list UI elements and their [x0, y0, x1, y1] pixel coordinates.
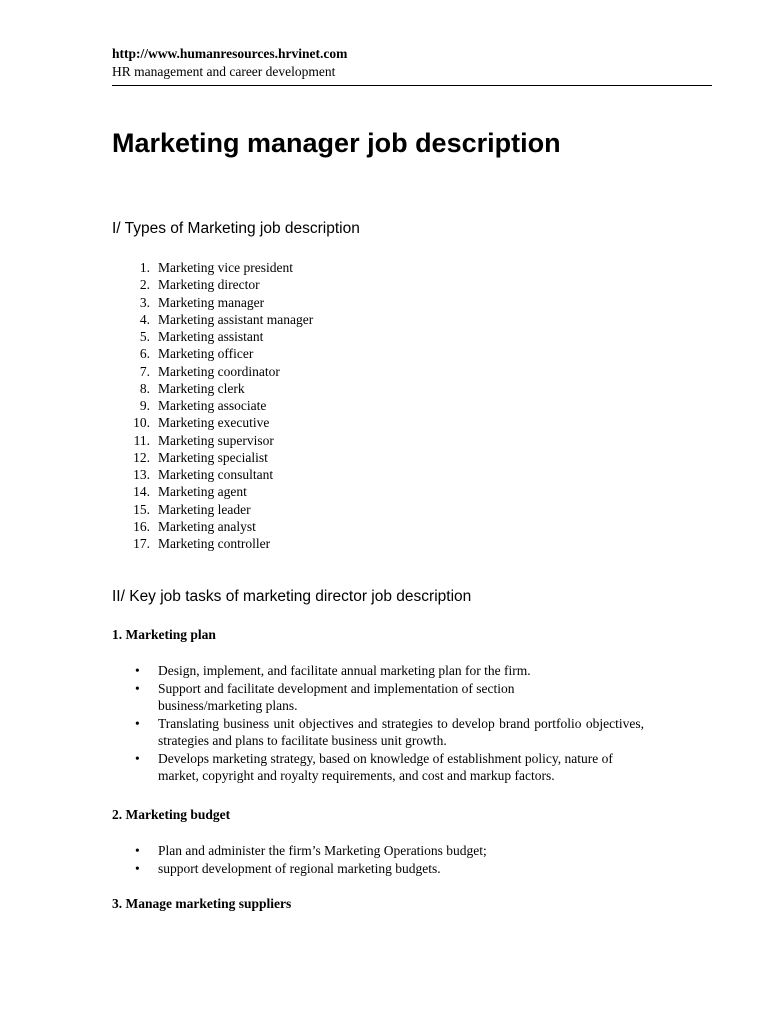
- list-item-text: Marketing agent: [158, 484, 247, 500]
- marketing-plan-heading: 1. Marketing plan: [112, 627, 216, 642]
- list-item-number: 15.: [133, 501, 150, 517]
- section1-heading: I/ Types of Marketing job description: [112, 220, 360, 237]
- list-item-text: Marketing supervisor: [158, 432, 274, 448]
- list-item-number: 5.: [139, 329, 150, 344]
- bullet-icon: •: [135, 860, 140, 876]
- list-item-text: Marketing consultant: [158, 467, 274, 482]
- list-item-number: 13.: [133, 467, 150, 482]
- marketing-budget-heading: 2. Marketing budget: [112, 807, 231, 822]
- list-item-text: Marketing analyst: [158, 518, 256, 534]
- list-item-number: 2.: [139, 277, 150, 293]
- bullet-icon: •: [135, 715, 140, 731]
- list-item: [112, 680, 576, 715]
- list-item-number: 6.: [139, 346, 150, 362]
- list-item: [112, 842, 644, 860]
- list-item-text: Marketing clerk: [158, 380, 245, 396]
- list-item-number: 12.: [133, 449, 150, 465]
- list-item-number: 3.: [139, 294, 150, 310]
- page-title: Marketing manager job description: [112, 128, 561, 158]
- list-item: [112, 750, 644, 785]
- list-item-number: 10.: [133, 415, 150, 431]
- list-item-number: 14.: [133, 484, 150, 500]
- bullet-text: Design, implement, and facilitate annual marketing plan for the firm.: [158, 663, 531, 678]
- marketing-budget-bullets: [112, 842, 644, 877]
- bullet-text: Plan and administer the firm’s Marketing Operations budget;: [158, 843, 487, 858]
- list-item-text: Marketing leader: [158, 501, 251, 517]
- bullet-text: support development of regional marketing budgets.: [158, 860, 441, 876]
- bullet-text: Develops marketing strategy, based on knowledge of establishment policy, nature of market, copyright and royalty requirements, and cost and markup factors.: [158, 750, 613, 783]
- list-item-number: 9.: [139, 398, 150, 413]
- list-item-text: Marketing associate: [158, 398, 267, 413]
- marketing-suppliers-heading: 3. Manage marketing suppliers: [112, 896, 292, 911]
- list-item-number: 7.: [139, 363, 150, 379]
- header-url-link[interactable]: http://www.humanresources.hrvinet.com: [112, 46, 348, 61]
- page-header: [112, 45, 712, 81]
- bullet-text: Support and facilitate development and implementation of section business/marketing plans.: [158, 680, 515, 713]
- header-divider: [112, 85, 712, 86]
- list-item-number: 11.: [133, 432, 150, 448]
- list-item-number: 1.: [139, 260, 150, 275]
- list-item-text: Marketing controller: [158, 536, 271, 551]
- section2-heading: II/ Key job tasks of marketing director job description: [112, 588, 472, 605]
- list-item-number: 17.: [133, 536, 150, 551]
- list-item-text: Marketing vice president: [158, 260, 293, 275]
- list-item-text: Marketing officer: [158, 346, 254, 362]
- list-item-text: Marketing assistant manager: [158, 311, 314, 327]
- list-item-text: Marketing specialist: [158, 449, 268, 465]
- list-item: [112, 715, 644, 750]
- header-subtitle: HR management and career development: [112, 64, 336, 79]
- bullet-icon: •: [135, 663, 140, 678]
- list-item-number: 8.: [139, 380, 150, 396]
- marketing-plan-bullets: [112, 662, 644, 785]
- list-item-text: Marketing executive: [158, 415, 270, 431]
- list-item-text: Marketing assistant: [158, 329, 264, 344]
- list-item-text: Marketing director: [158, 277, 260, 293]
- list-item: [112, 662, 644, 680]
- bullet-icon: •: [135, 843, 140, 858]
- list-item-number: 4.: [139, 311, 150, 327]
- list-item-text: Marketing coordinator: [158, 363, 280, 379]
- bullet-icon: •: [135, 680, 140, 696]
- list-item-number: 16.: [133, 518, 150, 534]
- bullet-text: Translating business unit objectives and strategies to develop brand portfolio objectives, strategies and plans to facilitate business unit growth.: [158, 715, 644, 748]
- list-item: [112, 860, 644, 878]
- list-item-text: Marketing manager: [158, 294, 265, 310]
- bullet-icon: •: [135, 750, 140, 766]
